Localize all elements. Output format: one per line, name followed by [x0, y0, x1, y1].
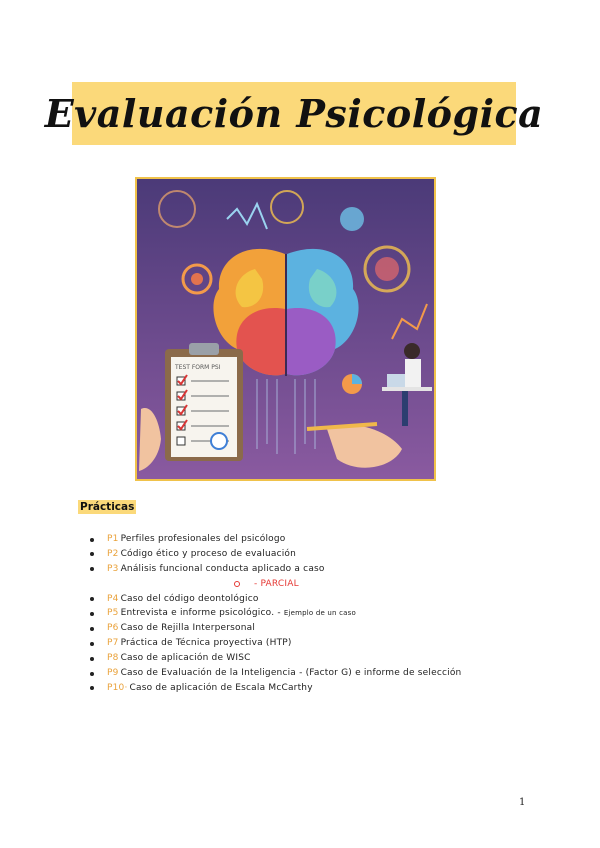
illustration-svg: [137, 179, 434, 479]
list-item: [86, 606, 526, 621]
list-item: [86, 532, 526, 547]
bullet-icon: [90, 567, 94, 571]
practice-text: Caso de Evaluación de la Inteligencia - (Factor G) e informe de selección: [120, 668, 462, 679]
bullet-icon: [90, 597, 94, 601]
practice-text: Caso de Rejilla Interpersonal: [120, 623, 256, 634]
section-heading: Prácticas: [80, 501, 135, 513]
brain-illustration: [135, 177, 436, 481]
practice-text: Código ético y proceso de evaluación: [120, 548, 297, 559]
bullet-icon: [90, 642, 94, 646]
bullet-icon: [90, 672, 94, 676]
practice-code: P6: [107, 623, 119, 634]
practice-code: P10·: [107, 682, 128, 693]
practice-text: Caso del código deontológico: [120, 593, 259, 604]
practice-note: Ejemplo de un caso: [283, 609, 356, 618]
clipboard-label: TEST FORM PSI: [175, 364, 221, 371]
practice-text: Análisis funcional conducta aplicado a caso: [120, 563, 325, 574]
list-item: [86, 592, 526, 607]
practice-list: [86, 532, 526, 696]
practice-text: Entrevista e informe psicológico. -: [120, 608, 281, 619]
parcial-label: - PARCIAL: [254, 578, 299, 589]
practice-code: P4: [107, 593, 119, 604]
list-item: [86, 562, 526, 577]
practice-code: P7: [107, 638, 119, 649]
bullet-icon: [90, 686, 94, 690]
practice-code: P2: [107, 548, 119, 559]
list-item: [86, 681, 526, 696]
practice-code: P5: [107, 608, 119, 619]
sub-list-item: [86, 577, 526, 592]
list-item: [86, 636, 526, 651]
practice-code: P3: [107, 563, 119, 574]
practice-text: Perfiles profesionales del psicólogo: [120, 534, 286, 544]
practice-code: P1: [107, 534, 119, 544]
bullet-icon: [90, 538, 94, 542]
bullet-icon: [90, 657, 94, 661]
bullet-icon: [90, 627, 94, 631]
bullet-icon: [90, 612, 94, 616]
circle-bullet-icon: [234, 581, 240, 587]
list-item: [86, 651, 526, 666]
practice-code: P8: [107, 653, 119, 664]
practice-text: Caso de aplicación de Escala McCarthy: [129, 682, 313, 693]
page-number: 1: [519, 797, 526, 808]
practice-code: P9: [107, 668, 119, 679]
practice-text: Caso de aplicación de WISC: [120, 653, 251, 664]
list-item: [86, 547, 526, 562]
practice-text: Práctica de Técnica proyectiva (HTP): [120, 638, 292, 649]
list-item: [86, 666, 526, 681]
page-title: Evaluación Psicológica: [44, 91, 544, 136]
bullet-icon: [90, 552, 94, 556]
list-item: [86, 621, 526, 636]
